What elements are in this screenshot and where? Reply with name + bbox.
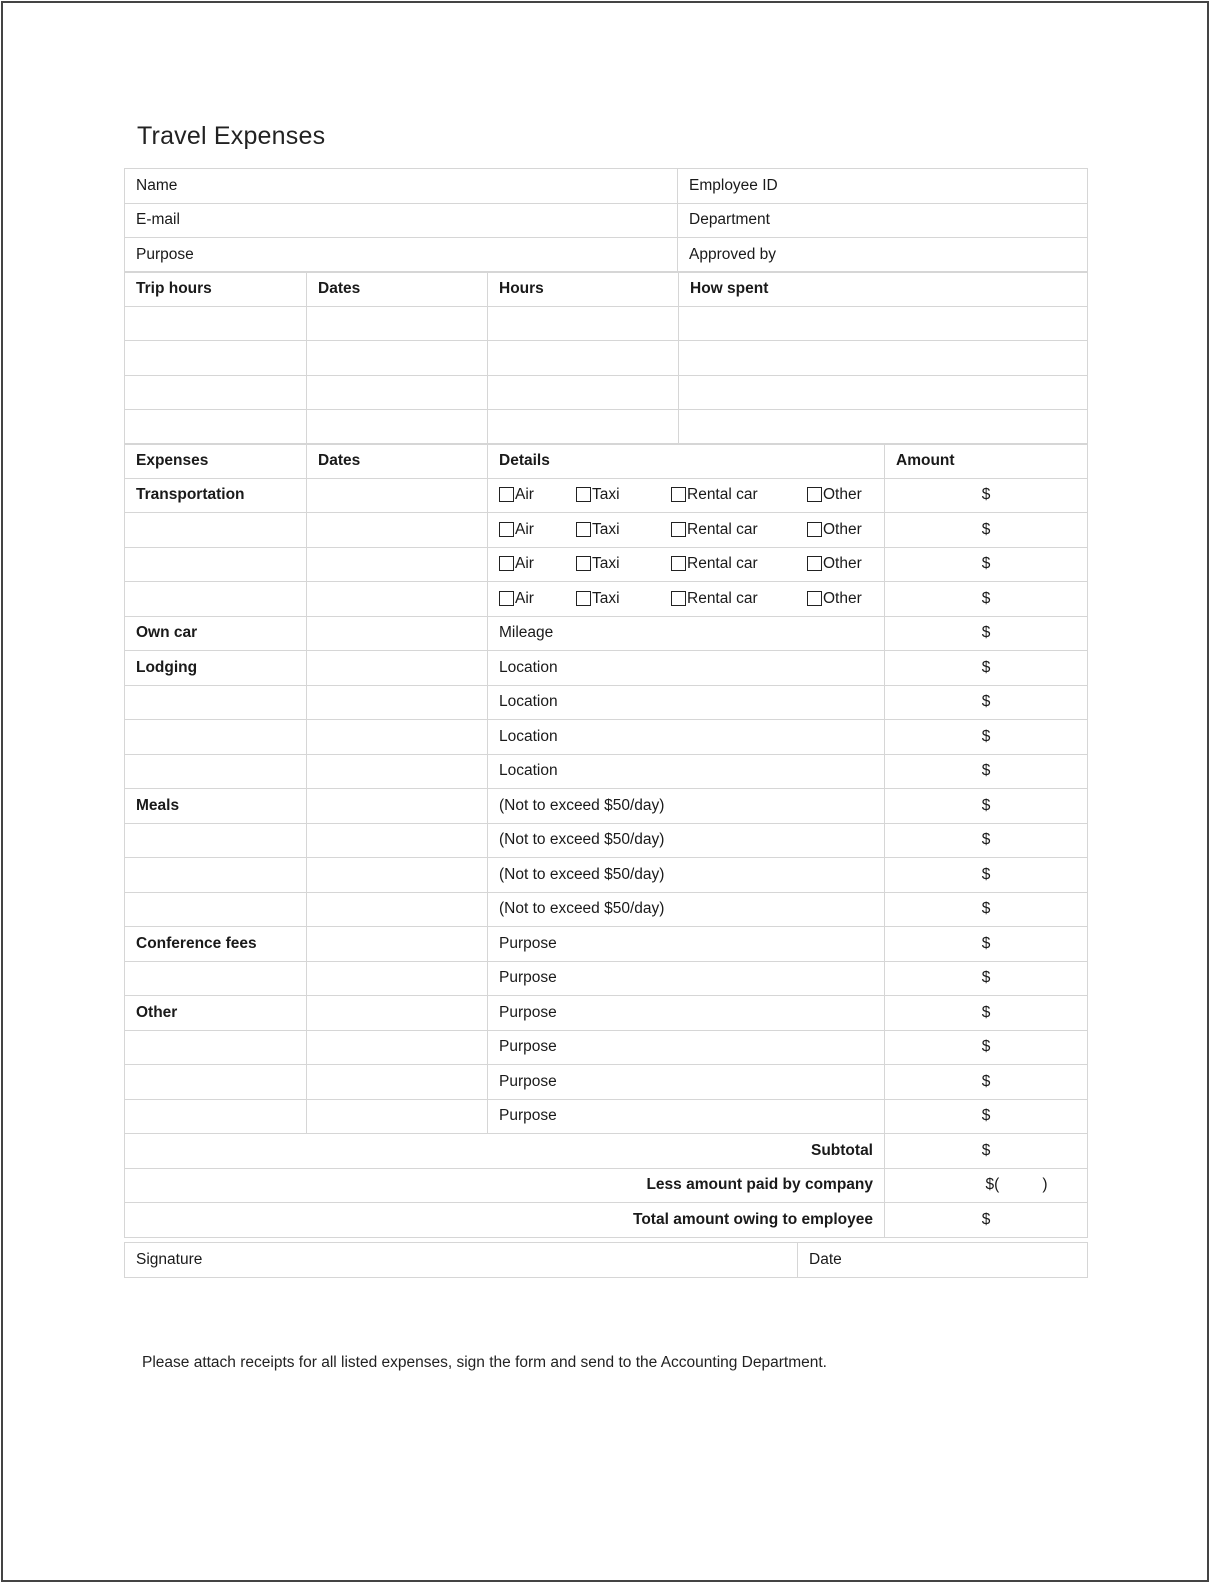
trip-cell[interactable] (488, 341, 679, 376)
other-option[interactable] (807, 555, 862, 573)
empty-label-cell (125, 754, 307, 789)
conference-fees-label: Conference fees (125, 927, 307, 962)
air-checkbox[interactable] (499, 522, 514, 537)
employee-info-table (124, 168, 1088, 273)
meals-date-cell[interactable] (307, 858, 488, 893)
trip-row (125, 306, 1088, 341)
meals-detail-cell[interactable]: (Not to exceed $50/day) (488, 789, 885, 824)
other-row (125, 996, 1088, 1031)
taxi-label: Taxi (592, 520, 620, 538)
other-option-label: Other (823, 486, 862, 504)
other-option-label: Other (823, 555, 862, 573)
other-row (125, 1099, 1088, 1134)
other-date-cell[interactable] (307, 996, 488, 1031)
empty-label-cell (125, 1065, 307, 1100)
other-checkbox[interactable] (807, 556, 822, 571)
taxi-option[interactable] (576, 521, 671, 539)
expenses-header: Expenses (125, 444, 307, 479)
trip-cell[interactable] (125, 410, 307, 445)
less-paid-row (125, 1168, 1088, 1203)
transport-row (125, 547, 1088, 582)
trip-cell[interactable] (679, 375, 1088, 410)
amount-cell[interactable]: $ (885, 1065, 1088, 1100)
air-checkbox[interactable] (499, 591, 514, 606)
purpose-label: Purpose (136, 245, 194, 263)
rental-car-label: Rental car (687, 520, 758, 538)
trip-cell[interactable] (679, 306, 1088, 341)
air-label: Air (515, 520, 534, 538)
lodging-row (125, 720, 1088, 755)
rental-car-checkbox[interactable] (671, 487, 686, 502)
air-label: Air (515, 555, 534, 573)
location-cell[interactable]: Location (488, 754, 885, 789)
taxi-checkbox[interactable] (576, 522, 591, 537)
taxi-label: Taxi (592, 589, 620, 607)
email-label: E-mail (136, 211, 180, 229)
taxi-label: Taxi (592, 486, 620, 504)
meals-row (125, 892, 1088, 927)
meals-row (125, 858, 1088, 893)
signature-label: Signature (136, 1250, 203, 1268)
lodging-date-cell[interactable] (307, 685, 488, 720)
trip-cell[interactable] (307, 375, 488, 410)
rental-car-checkbox[interactable] (671, 591, 686, 606)
transport-row (125, 513, 1088, 548)
trip-cell[interactable] (488, 306, 679, 341)
empty-label-cell (125, 1030, 307, 1065)
approved-by-field[interactable] (678, 238, 1088, 273)
empty-label-cell (125, 823, 307, 858)
trip-cell[interactable] (307, 341, 488, 376)
amount-cell[interactable]: $ (885, 892, 1088, 927)
empty-label-cell (125, 892, 307, 927)
signature-field[interactable] (125, 1243, 798, 1278)
lodging-date-cell[interactable] (307, 720, 488, 755)
total-owing-label: Total amount owing to employee (125, 1203, 885, 1238)
empty-label-cell (125, 1099, 307, 1134)
rental-car-option[interactable] (671, 555, 807, 573)
subtotal-label: Subtotal (125, 1134, 885, 1169)
trip-row (125, 375, 1088, 410)
taxi-checkbox[interactable] (576, 487, 591, 502)
transport-date-cell[interactable] (307, 547, 488, 582)
lodging-row (125, 685, 1088, 720)
amount-cell[interactable]: $ (885, 927, 1088, 962)
meals-date-cell[interactable] (307, 789, 488, 824)
rental-car-label: Rental car (687, 486, 758, 504)
subtotal-amount[interactable]: $ (885, 1134, 1088, 1169)
air-option[interactable] (499, 590, 576, 608)
rental-car-option[interactable] (671, 486, 807, 504)
department-field[interactable] (678, 203, 1088, 238)
total-owing-amount[interactable]: $ (885, 1203, 1088, 1238)
trip-cell[interactable] (679, 410, 1088, 445)
trip-cell[interactable] (125, 341, 307, 376)
subtotal-row (125, 1134, 1088, 1169)
amount-cell[interactable]: $ (885, 651, 1088, 686)
other-option-label: Other (823, 520, 862, 538)
purpose-cell[interactable]: Purpose (488, 1099, 885, 1134)
empty-label-cell (125, 513, 307, 548)
empty-label-cell (125, 720, 307, 755)
trip-row (125, 341, 1088, 376)
other-option-label: Other (823, 589, 862, 607)
employee-id-label: Employee ID (689, 176, 778, 194)
amount-cell[interactable]: $ (885, 1030, 1088, 1065)
amount-cell[interactable]: $ (885, 720, 1088, 755)
air-checkbox[interactable] (499, 487, 514, 502)
less-paid-label: Less amount paid by company (125, 1168, 885, 1203)
rental-car-option[interactable] (671, 590, 807, 608)
amount-header: Amount (885, 444, 1088, 479)
name-field[interactable] (125, 169, 678, 204)
purpose-cell[interactable]: Purpose (488, 1065, 885, 1100)
taxi-label: Taxi (592, 555, 620, 573)
trip-row (125, 410, 1088, 445)
empty-label-cell (125, 582, 307, 617)
meals-detail-cell[interactable]: (Not to exceed $50/day) (488, 858, 885, 893)
amount-cell[interactable]: $ (885, 1099, 1088, 1134)
amount-cell[interactable]: $ (885, 996, 1088, 1031)
meals-row (125, 789, 1088, 824)
meals-date-cell[interactable] (307, 823, 488, 858)
purpose-cell[interactable]: Purpose (488, 1030, 885, 1065)
date-label: Date (809, 1250, 842, 1268)
transport-row (125, 582, 1088, 617)
transport-options (488, 582, 885, 617)
transport-date-cell[interactable] (307, 513, 488, 548)
other-option[interactable] (807, 590, 862, 608)
conference-date-cell[interactable] (307, 961, 488, 996)
details-header: Details (488, 444, 885, 479)
email-field[interactable] (125, 203, 678, 238)
taxi-option[interactable] (576, 555, 671, 573)
trip-cell[interactable] (125, 306, 307, 341)
other-date-cell[interactable] (307, 1099, 488, 1134)
rental-car-checkbox[interactable] (671, 522, 686, 537)
purpose-cell[interactable]: Purpose (488, 927, 885, 962)
other-date-cell[interactable] (307, 1065, 488, 1100)
purpose-cell[interactable]: Purpose (488, 961, 885, 996)
expenses-dates-header: Dates (307, 444, 488, 479)
department-label: Department (689, 211, 770, 229)
lodging-label: Lodging (125, 651, 307, 686)
trip-cell[interactable] (125, 375, 307, 410)
other-row (125, 1065, 1088, 1100)
footer-note: Please attach receipts for all listed expenses, sign the form and send to the Accounting Department. (142, 1354, 827, 1371)
amount-cell[interactable]: $ (885, 685, 1088, 720)
purpose-field[interactable] (125, 238, 678, 273)
air-option[interactable] (499, 521, 576, 539)
other-checkbox[interactable] (807, 522, 822, 537)
empty-label-cell (125, 961, 307, 996)
air-checkbox[interactable] (499, 556, 514, 571)
trip-cell[interactable] (679, 341, 1088, 376)
amount-cell[interactable]: $ (885, 754, 1088, 789)
taxi-checkbox[interactable] (576, 556, 591, 571)
transport-options (488, 513, 885, 548)
expenses-table (124, 443, 1088, 1238)
amount-cell[interactable]: $ (885, 616, 1088, 651)
meals-detail-cell[interactable]: (Not to exceed $50/day) (488, 823, 885, 858)
conference-date-cell[interactable] (307, 927, 488, 962)
meals-row (125, 823, 1088, 858)
location-cell[interactable]: Location (488, 651, 885, 686)
conference-row (125, 961, 1088, 996)
less-paid-amount[interactable]: $( ) (885, 1168, 1088, 1203)
employee-id-field[interactable] (678, 169, 1088, 204)
conference-row (125, 927, 1088, 962)
amount-cell[interactable]: $ (885, 478, 1088, 513)
lodging-row (125, 651, 1088, 686)
form-title: Travel Expenses (137, 122, 326, 150)
date-field[interactable] (798, 1243, 1088, 1278)
own-car-label: Own car (125, 616, 307, 651)
trip-hours-header: Trip hours (125, 272, 307, 307)
other-option[interactable] (807, 486, 862, 504)
meals-label: Meals (125, 789, 307, 824)
trip-hours-col-header: Hours (488, 272, 679, 307)
approved-by-label: Approved by (689, 245, 777, 263)
other-label: Other (125, 996, 307, 1031)
location-cell[interactable]: Location (488, 685, 885, 720)
taxi-checkbox[interactable] (576, 591, 591, 606)
trip-cell[interactable] (488, 410, 679, 445)
mileage-cell[interactable]: Mileage (488, 616, 885, 651)
signature-table (124, 1242, 1088, 1278)
amount-cell[interactable]: $ (885, 789, 1088, 824)
amount-cell[interactable]: $ (885, 582, 1088, 617)
empty-label-cell (125, 547, 307, 582)
rental-car-option[interactable] (671, 521, 807, 539)
other-date-cell[interactable] (307, 1030, 488, 1065)
air-label: Air (515, 486, 534, 504)
transportation-label: Transportation (125, 478, 307, 513)
own-car-row (125, 616, 1088, 651)
purpose-cell[interactable]: Purpose (488, 996, 885, 1031)
amount-cell[interactable]: $ (885, 547, 1088, 582)
lodging-row (125, 754, 1088, 789)
lodging-date-cell[interactable] (307, 651, 488, 686)
other-option[interactable] (807, 521, 862, 539)
air-option[interactable] (499, 555, 576, 573)
trip-cell[interactable] (488, 375, 679, 410)
total-owing-row (125, 1203, 1088, 1238)
transport-options (488, 547, 885, 582)
other-checkbox[interactable] (807, 591, 822, 606)
how-spent-header: How spent (679, 272, 1088, 307)
own-car-date-cell[interactable] (307, 616, 488, 651)
trip-hours-table (124, 271, 1088, 445)
amount-cell[interactable]: $ (885, 858, 1088, 893)
other-checkbox[interactable] (807, 487, 822, 502)
transport-options (488, 478, 885, 513)
taxi-option[interactable] (576, 486, 671, 504)
lodging-date-cell[interactable] (307, 754, 488, 789)
location-cell[interactable]: Location (488, 720, 885, 755)
trip-cell[interactable] (307, 410, 488, 445)
air-label: Air (515, 589, 534, 607)
trip-cell[interactable] (307, 306, 488, 341)
amount-cell[interactable]: $ (885, 961, 1088, 996)
rental-car-checkbox[interactable] (671, 556, 686, 571)
amount-cell[interactable]: $ (885, 513, 1088, 548)
transport-date-cell[interactable] (307, 582, 488, 617)
meals-detail-cell[interactable]: (Not to exceed $50/day) (488, 892, 885, 927)
empty-label-cell (125, 685, 307, 720)
other-row (125, 1030, 1088, 1065)
amount-cell[interactable]: $ (885, 823, 1088, 858)
name-label: Name (136, 176, 178, 194)
taxi-option[interactable] (576, 590, 671, 608)
air-option[interactable] (499, 486, 576, 504)
rental-car-label: Rental car (687, 555, 758, 573)
empty-label-cell (125, 858, 307, 893)
rental-car-label: Rental car (687, 589, 758, 607)
transport-date-cell[interactable] (307, 478, 488, 513)
meals-date-cell[interactable] (307, 892, 488, 927)
transport-row (125, 478, 1088, 513)
trip-dates-header: Dates (307, 272, 488, 307)
